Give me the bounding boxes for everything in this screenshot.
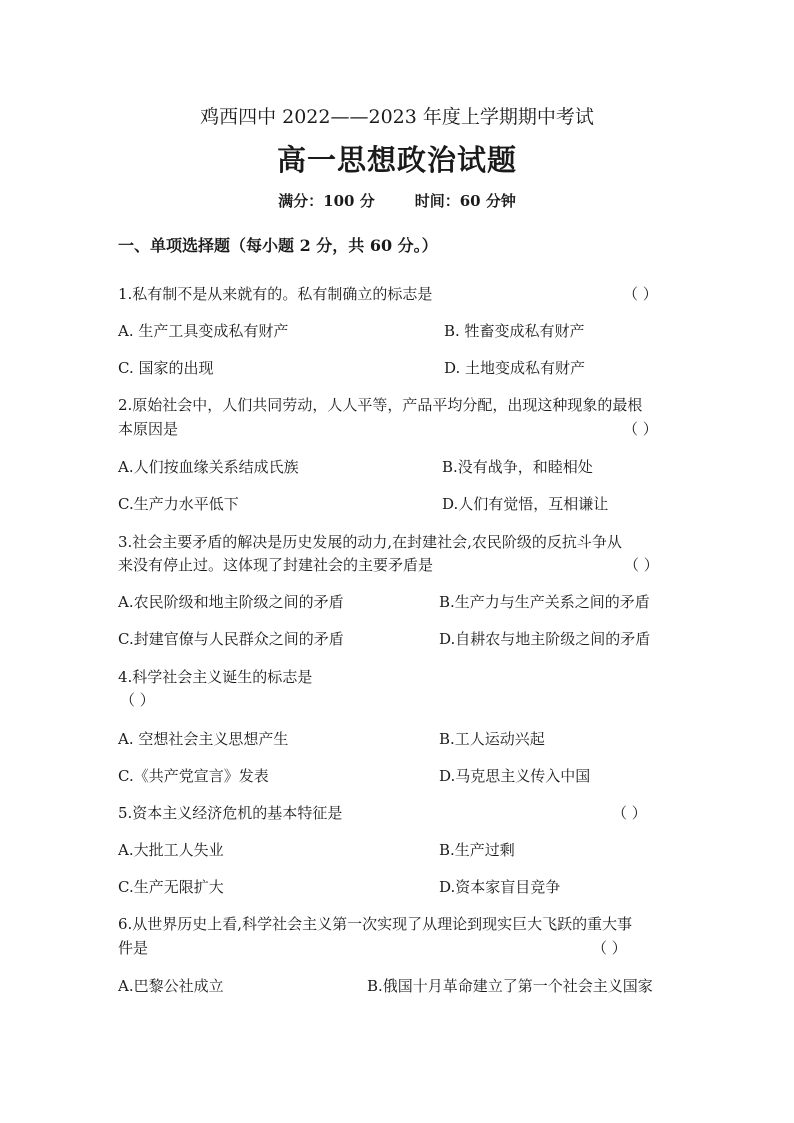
exam-subject-title: 高一思想政治试题 <box>276 143 517 177</box>
question-1-option-a: A. 生产工具变成私有财产 <box>118 322 289 340</box>
question-6-option-a: A.巴黎公社成立 <box>118 977 224 995</box>
question-3-option-c: C.封建官僚与人民群众之间的矛盾 <box>118 630 344 648</box>
question-2-option-d: D.人们有觉悟，互相谦让 <box>442 495 609 513</box>
question-1-answer-paren: （ ） <box>623 285 658 303</box>
question-4-option-b: B.工人运动兴起 <box>439 730 545 748</box>
question-2-answer-paren: （ ） <box>623 420 658 438</box>
question-4-option-c: C.《共产党宣言》发表 <box>118 767 269 785</box>
question-3-option-a: A.农民阶级和地主阶级之间的矛盾 <box>118 593 344 611</box>
question-1-option-b: B. 牲畜变成私有财产 <box>444 322 585 340</box>
question-3-option-b: B.生产力与生产关系之间的矛盾 <box>439 593 650 611</box>
question-5-option-b: B.生产过剩 <box>439 841 515 859</box>
question-1-option-c: C. 国家的出现 <box>118 359 214 377</box>
question-5-option-c: C.生产无限扩大 <box>118 878 224 896</box>
question-5-option-d: D.资本家盲目竞争 <box>439 878 561 896</box>
question-1-option-d: D. 土地变成私有财产 <box>444 359 586 377</box>
question-5-option-a: A.大批工人失业 <box>118 841 224 859</box>
question-2-option-a: A.人们按血缘关系结成氏族 <box>118 458 299 476</box>
question-6-stem-line-1: 6.从世界历史上看,科学社会主义第一次实现了从理论到现实巨大飞跃的重大事 <box>118 915 633 933</box>
question-1-stem: 1.私有制不是从来就有的。私有制确立的标志是 <box>118 285 433 303</box>
section-title: 一、单项选择题（每小题 2 分，共 60 分。） <box>118 236 438 255</box>
question-6-stem-line-2: 件是 <box>118 939 149 957</box>
question-3-answer-paren: （ ） <box>624 556 659 574</box>
question-4-answer-paren: （ ） <box>120 691 155 709</box>
exam-meta <box>0 191 794 211</box>
school-exam-title: 鸡西四中 2022——2023 年度上学期期中考试 <box>200 106 594 128</box>
question-4-option-d: D.马克思主义传入中国 <box>439 767 591 785</box>
question-3-stem-line-2: 来没有停止过。这体现了封建社会的主要矛盾是 <box>118 556 434 574</box>
question-2-option-b: B.没有战争，和睦相处 <box>442 458 593 476</box>
question-5-stem: 5.资本主义经济危机的基本特征是 <box>118 804 343 822</box>
question-3-option-d: D.自耕农与地主阶级之间的矛盾 <box>439 630 651 648</box>
question-6-option-b: B.俄国十月革命建立了第一个社会主义国家 <box>367 977 653 995</box>
exam-time: 时间：60 分钟 <box>414 192 516 210</box>
question-6-answer-paren: （ ） <box>592 939 627 957</box>
question-4-stem: 4.科学社会主义诞生的标志是 <box>118 668 313 686</box>
full-score: 满分：100 分 <box>278 192 375 210</box>
question-3-stem-line-1: 3.社会主要矛盾的解决是历史发展的动力,在封建社会,农民阶级的反抗斗争从 <box>118 533 622 551</box>
question-2-stem-line-1: 2.原始社会中，人们共同劳动，人人平等，产品平均分配，出现这种现象的最根 <box>118 396 643 414</box>
question-5-answer-paren: （ ） <box>612 804 647 822</box>
question-4-option-a: A. 空想社会主义思想产生 <box>118 730 289 748</box>
question-2-stem-line-2: 本原因是 <box>118 420 179 438</box>
question-2-option-c: C.生产力水平低下 <box>118 495 239 513</box>
